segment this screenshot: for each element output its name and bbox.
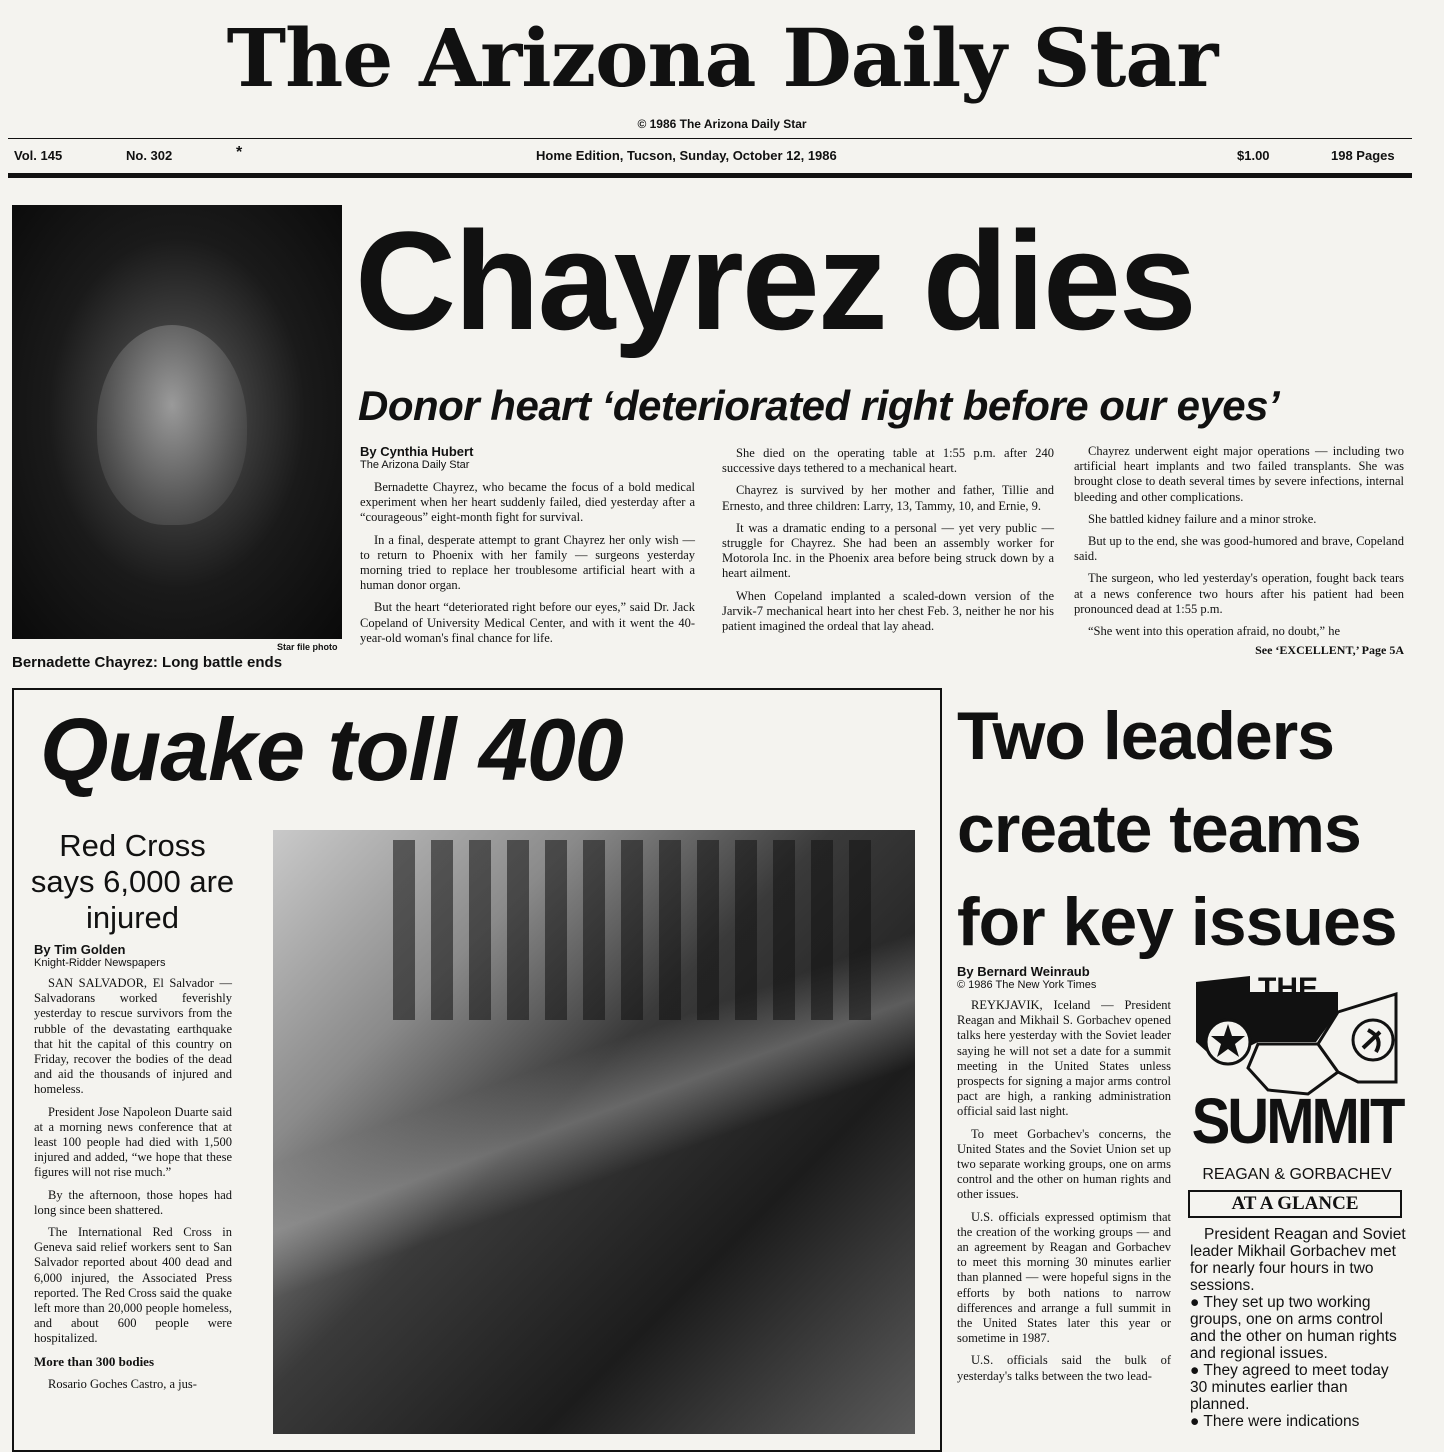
at-a-glance-label: AT A GLANCE <box>1188 1190 1402 1218</box>
summit-logo <box>1188 972 1406 1218</box>
lead-paragraph: But the heart “deteriorated right before our eyes,” said Dr. Jack Copeland of University Medical Center, and with it went the 40-year-old woman's final chance for life. <box>360 600 695 645</box>
lead-column-1 <box>360 480 695 646</box>
quake-affiliation: Knight-Ridder Newspapers <box>34 957 166 969</box>
photo-credit: Star file photo <box>277 642 338 652</box>
masthead-title: The Arizona Daily Star <box>226 11 1218 105</box>
summit-byline: By Bernard Weinraub <box>957 964 1090 979</box>
masthead-copyright: © 1986 The Arizona Daily Star <box>637 117 807 131</box>
volume-number: Vol. 145 <box>14 148 63 163</box>
summit-text-block <box>957 964 1171 1391</box>
quake-rescue-photo <box>273 830 915 1434</box>
photo-caption: Bernadette Chayrez: Long battle ends <box>12 654 283 671</box>
lead-paragraph: The surgeon, who led yesterday's operation, fought back tears at a news conference two hours after his patient had been pronounced dead at 1:55 p.m. <box>1074 571 1404 616</box>
dateline-star: * <box>236 144 243 161</box>
summit-paragraph: U.S. officials expressed optimism that the creation of the working groups — and an agreement by Reagan and Gorbachev to meet this morning 30 minutes earlier than planned — were hopeful signs in the efforts by both nations to narrow differences and arrange a full summit in the United States later this year or sometime in 1987. <box>957 1209 1171 1346</box>
masthead-rule-bottom <box>8 173 1412 178</box>
quake-deck: Red Cross says 6,000 are injured <box>30 828 235 935</box>
quake-paragraph: By the afternoon, those hopes had long since been shattered. <box>34 1187 232 1217</box>
summit-affiliation: © 1986 The New York Times <box>957 979 1097 991</box>
quake-headline: Quake toll 400 <box>40 700 623 799</box>
quake-paragraph: SAN SALVADOR, El Salvador — Salvadorans worked feverishly yesterday to rescue survivors from the rubble of the devastating earthquake that hit the capital of this country on Friday, recover the bodies of the dead and aid the thousands of injured and homeless. <box>34 976 232 1097</box>
summit-logo-word: SUMMIT <box>1191 1085 1403 1158</box>
lead-headline: Chayrez dies <box>355 202 1195 359</box>
lead-byline: By Cynthia Hubert <box>360 444 474 459</box>
issue-number: No. 302 <box>126 148 173 163</box>
price: $1.00 <box>1237 148 1270 163</box>
summit-paragraph: U.S. officials said the bulk of yesterday's talks between the two lead- <box>957 1353 1171 1383</box>
lead-byline-block <box>360 444 695 653</box>
masthead-rule-top <box>8 138 1412 139</box>
glance-item: ● They set up two working groups, one on arms control and the other on human rights and regional issues. <box>1190 1294 1397 1362</box>
lead-paragraph: Chayrez is survived by her mother and father, Tillie and Ernesto, and three children: Larry, 13, Tammy, 10, and Ernie, 9. <box>722 483 1054 513</box>
chayrez-photo <box>12 205 342 639</box>
lead-deck: Donor heart ‘deteriorated right before our eyes’ <box>358 382 1280 429</box>
quake-paragraph: President Jose Napoleon Duarte said at a morning news conference that at least 100 people had died with 1,500 injured and added, “we hope that these figures will not rise much.” <box>34 1104 232 1180</box>
glance-item: ● There were indications <box>1190 1413 1360 1430</box>
summit-headline: Two leaders create teams for key issues <box>957 698 1397 960</box>
edition-dateline: Home Edition, Tucson, Sunday, October 12, 1986 <box>536 148 837 163</box>
summit-paragraph: To meet Gorbachev's concerns, the United States and the Soviet Union set up two separate working groups, one on arms control and the other on human rights and other issues. <box>957 1126 1171 1202</box>
lead-paragraph: Chayrez underwent eight major operations — including two artificial heart implants and two failed transplants. She was brought close to death several times by severe infections, internal bleeding and other complications. <box>1074 444 1404 504</box>
lead-paragraph: But up to the end, she was good-humored and brave, Copeland said. <box>1074 534 1404 564</box>
summit-logo-subtitle: REAGAN & GORBACHEV <box>1202 1166 1392 1183</box>
summit-paragraph: REYKJAVIK, Iceland — President Reagan and Mikhail S. Gorbachev opened talks here yesterday with the Soviet leader saying he will not set a date for a summit meeting in the United States unless prospects for signing a major arms control pact are high, a ranking administration official said last night. <box>957 998 1171 1119</box>
lead-paragraph: Bernadette Chayrez, who became the focus of a bold medical experiment when her heart suddenly failed, died yesterday after a “courageous” eight-month fight for survival. <box>360 480 695 525</box>
lead-paragraph: She battled kidney failure and a minor stroke. <box>1088 511 1317 526</box>
lead-column-3 <box>1074 444 1404 658</box>
summit-column <box>957 998 1171 1384</box>
glance-item: President Reagan and Soviet leader Mikhail Gorbachev met for nearly four hours in two sessions. <box>1190 1226 1406 1294</box>
summit-logo-the: THE <box>1258 972 1318 1005</box>
quake-text-block <box>34 942 232 1399</box>
at-a-glance-list <box>1190 1226 1408 1430</box>
quake-byline: By Tim Golden <box>34 942 126 957</box>
quake-paragraph: The International Red Cross in Geneva said relief workers sent to San Salvador reported about 400 dead and 6,000 injured, the Associated Press reported. The Red Cross said the quake left more than 20,000 people homeless, and about 600 people were hospitalized. <box>34 1225 232 1346</box>
lead-paragraph: It was a dramatic ending to a personal — yet very public — struggle for Chayrez. She had been an assembly worker for Motorola Inc. in the Phoenix area before being struck down by a heart ailment. <box>722 520 1054 581</box>
quake-column <box>34 976 232 1392</box>
page-count: 198 Pages <box>1331 148 1395 163</box>
photo-face <box>97 325 247 525</box>
quake-paragraph: Rosario Goches Castro, a jus- <box>48 1376 197 1391</box>
lead-affiliation: The Arizona Daily Star <box>360 459 470 471</box>
lead-paragraph: When Copeland implanted a scaled-down version of the Jarvik-7 mechanical heart into her chest Feb. 3, neither he nor his patient imagined the ordeal that lay ahead. <box>722 588 1054 634</box>
quake-subhead: More than 300 bodies <box>34 1353 155 1369</box>
lead-paragraph: “She went into this operation afraid, no doubt,” he <box>1088 624 1341 639</box>
glance-item: ● They agreed to meet today 30 minutes earlier than planned. <box>1190 1362 1389 1413</box>
lead-jump-line: See ‘EXCELLENT,’ Page 5A <box>1255 643 1404 658</box>
lead-paragraph: She died on the operating table at 1:55 p.m. after 240 successive days tethered to a mechanical heart. <box>722 446 1054 476</box>
lead-column-2 <box>722 446 1054 641</box>
lead-paragraph: In a final, desperate attempt to grant Chayrez her only wish — to return to Phoenix with her family — surgeons yesterday morning tried to replace her troublesome artificial heart with a human donor organ. <box>360 532 695 593</box>
photo-rescuers <box>393 840 873 1020</box>
